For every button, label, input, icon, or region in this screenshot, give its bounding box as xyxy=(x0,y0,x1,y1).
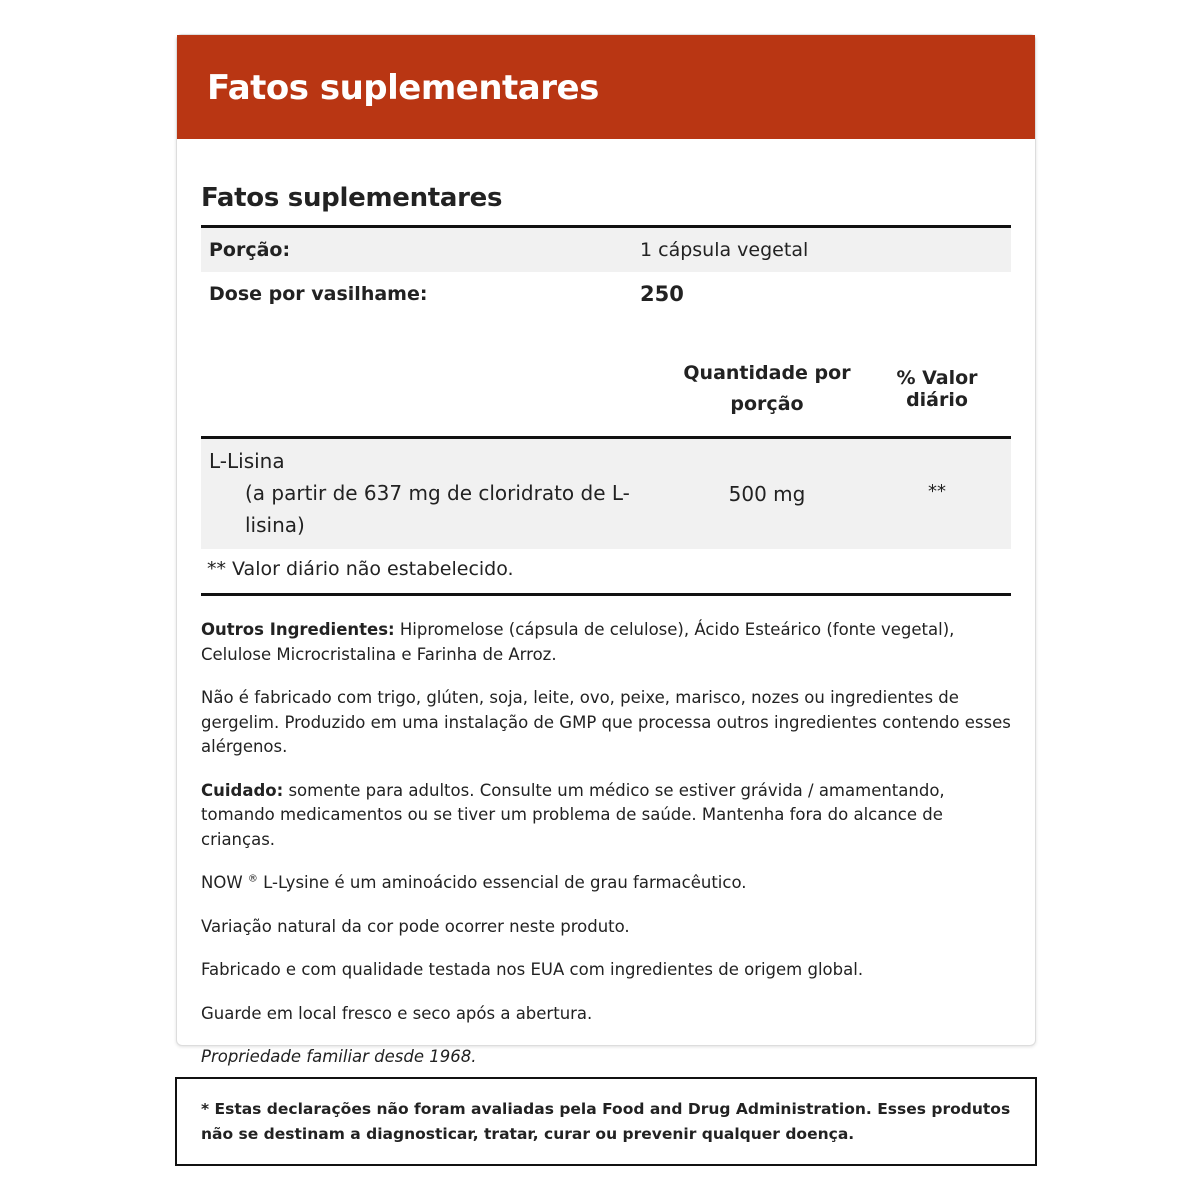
other-ingredients-label: Outros Ingredientes: xyxy=(201,620,395,639)
nutrient-row xyxy=(201,439,1011,549)
column-header-amount: Quantidade por porção xyxy=(683,362,851,415)
fda-disclaimer: * Estas declarações não foram avaliadas pela Food and Drug Administration. Esses produtos não se destinam a diagnosticar, tratar, curar ou prevenir qualquer doença. xyxy=(175,1077,1037,1166)
nutrient-name: L-Lisina xyxy=(209,449,285,473)
supplement-facts-card xyxy=(176,34,1036,1066)
supplement-facts-panel xyxy=(201,173,1011,1089)
column-header-daily-value: % Valor diário xyxy=(896,367,978,411)
facts-title: Fatos suplementares xyxy=(201,183,503,213)
other-ingredients-text: Hipromelose (cápsula de celulose), Ácido Esteárico (fonte vegetal), Celulose Microcristalina e Farinha de Arroz. xyxy=(201,620,955,664)
column-headers xyxy=(201,350,1011,428)
servings-value: 250 xyxy=(640,282,684,306)
bottom-rule xyxy=(201,593,1011,596)
now-brand: NOW xyxy=(201,873,243,892)
now-lysine-paragraph xyxy=(201,871,1011,896)
registered-mark: ® xyxy=(247,873,258,885)
caution-paragraph xyxy=(201,779,1011,853)
serving-size-row xyxy=(201,228,1011,272)
storage-paragraph: Guarde em local fresco e seco após a abertura. xyxy=(201,1003,593,1023)
allergen-paragraph: Não é fabricado com trigo, glúten, soja, leite, ovo, peixe, marisco, nozes ou ingredientes de gergelim. Produzido em uma instalação de GMP que processa outros ingredientes contendo esses alérgenos. xyxy=(201,688,1011,756)
servings-per-container-row xyxy=(201,272,1011,316)
nutrient-daily-value: ** xyxy=(928,481,946,502)
caution-label: Cuidado: xyxy=(201,780,284,800)
nutrient-amount: 500 mg xyxy=(728,482,806,506)
caution-text: somente para adultos. Consulte um médico se estiver grávida / amamentando, tomando medicamentos ou se tiver um problema de saúde. Mantenha fora do alcance de crianças. xyxy=(201,780,945,849)
daily-value-footnote: ** Valor diário não estabelecido. xyxy=(207,558,514,580)
servings-label: Dose por vasilhame: xyxy=(209,283,428,305)
color-variation-paragraph: Variação natural da cor pode ocorrer neste produto. xyxy=(201,916,630,936)
header-title: Fatos suplementares xyxy=(207,68,599,108)
serving-size-value: 1 cápsula vegetal xyxy=(640,239,809,261)
nutrient-name-cell xyxy=(201,439,671,549)
product-notes xyxy=(201,618,1011,1070)
made-in-paragraph: Fabricado e com qualidade testada nos EUA com ingredientes de origem global. xyxy=(201,960,864,979)
family-owned-paragraph: Propriedade familiar desde 1968. xyxy=(201,1047,477,1066)
other-ingredients-paragraph xyxy=(201,618,1011,667)
now-lysine-text: L-Lysine é um aminoácido essencial de grau farmacêutico. xyxy=(257,873,747,892)
nutrient-detail: (a partir de 637 mg de cloridrato de L-lisina) xyxy=(245,481,630,537)
card-header xyxy=(177,35,1035,139)
serving-size-label: Porção: xyxy=(209,239,291,261)
